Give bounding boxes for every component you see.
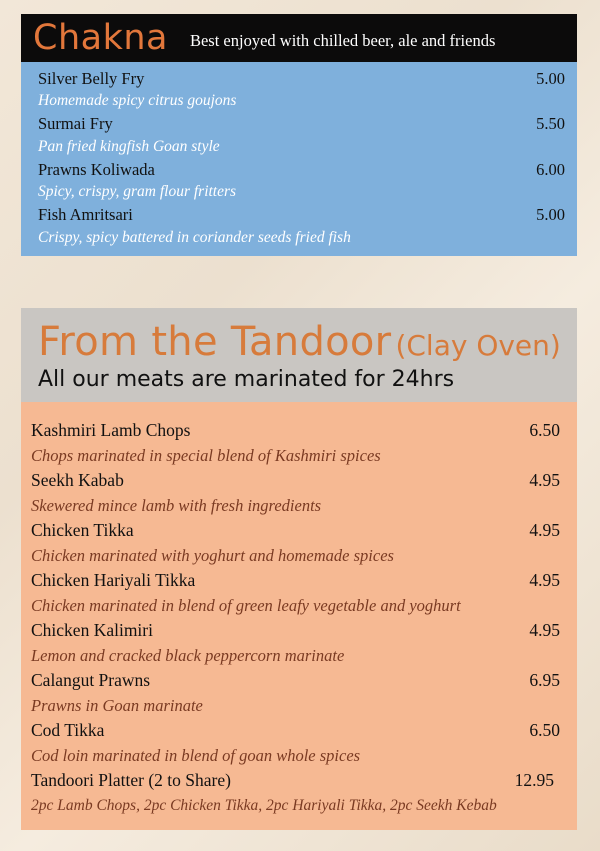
- item-description: Chicken marinated in blend of green leafy vegetable and yoghurt: [31, 596, 461, 615]
- item-name: Calangut Prawns: [31, 670, 151, 690]
- tandoor-menu-list: [21, 402, 577, 830]
- item-name: Fish Amritsari: [38, 205, 133, 224]
- menu-item: [38, 113, 565, 159]
- item-description: Homemade spicy citrus goujons: [38, 92, 237, 109]
- item-description: Spicy, crispy, gram flour fritters: [38, 183, 237, 200]
- menu-item: [38, 158, 565, 204]
- item-price: 6.50: [529, 420, 560, 440]
- item-price: 12.95: [514, 770, 554, 790]
- item-description: Lemon and cracked black peppercorn marinate: [31, 646, 345, 665]
- menu-item: [31, 718, 560, 768]
- item-description: Pan fried kingfish Goan style: [38, 137, 220, 155]
- item-name: Surmai Fry: [38, 114, 113, 133]
- menu-item: [31, 468, 560, 518]
- item-description: Skewered mince lamb with fresh ingredients: [31, 496, 322, 515]
- menu-item: [38, 204, 565, 250]
- item-description: Chicken marinated with yoghurt and homemade spices: [31, 546, 394, 565]
- menu-item: [31, 518, 560, 568]
- item-description: Crispy, spicy battered in coriander seeds fried fish: [38, 228, 351, 246]
- chakna-tagline: Best enjoyed with chilled beer, ale and friends: [189, 31, 496, 50]
- item-price: 4.95: [529, 620, 560, 640]
- item-price: 6.00: [536, 159, 565, 179]
- chakna-menu-list: [21, 62, 577, 256]
- item-price: 4.95: [529, 520, 560, 540]
- item-price: 5.00: [536, 68, 565, 88]
- menu-item: [31, 668, 560, 718]
- menu-item: [38, 67, 565, 113]
- menu-item: [31, 418, 560, 468]
- item-description: Chops marinated in special blend of Kashmiri spices: [31, 446, 381, 465]
- item-name: Seekh Kabab: [31, 470, 124, 490]
- tandoor-header: [21, 308, 577, 402]
- item-price: 6.95: [529, 670, 560, 690]
- item-price: 5.00: [536, 205, 565, 224]
- item-price: 6.50: [529, 720, 560, 740]
- item-name: Silver Belly Fry: [38, 68, 145, 88]
- menu-item: [31, 618, 560, 668]
- item-name: Chicken Tikka: [31, 520, 134, 540]
- tandoor-tagline: All our meats are marinated for 24hrs: [38, 367, 455, 392]
- chakna-title: Chakna: [33, 17, 168, 58]
- item-description: Cod loin marinated in blend of goan whole spices: [31, 746, 361, 765]
- item-price: 4.95: [529, 570, 560, 590]
- tandoor-subtitle: (Clay Oven): [395, 329, 561, 362]
- menu-item: [31, 768, 560, 818]
- item-name: Chicken Hariyali Tikka: [31, 570, 196, 590]
- item-description: 2pc Lamb Chops, 2pc Chicken Tikka, 2pc Hariyali Tikka, 2pc Seekh Kebab: [31, 797, 497, 814]
- item-price: 5.50: [536, 114, 565, 133]
- item-name: Tandoori Platter (2 to Share): [31, 770, 231, 790]
- item-price: 4.95: [529, 470, 560, 490]
- item-name: Prawns Koliwada: [38, 159, 155, 179]
- menu-item: [31, 568, 560, 618]
- item-name: Kashmiri Lamb Chops: [31, 420, 191, 440]
- item-name: Cod Tikka: [31, 720, 105, 740]
- item-name: Chicken Kalimiri: [31, 620, 153, 640]
- item-description: Prawns in Goan marinate: [31, 696, 203, 715]
- tandoor-title: From the Tandoor: [38, 319, 392, 365]
- chakna-header: [21, 14, 577, 62]
